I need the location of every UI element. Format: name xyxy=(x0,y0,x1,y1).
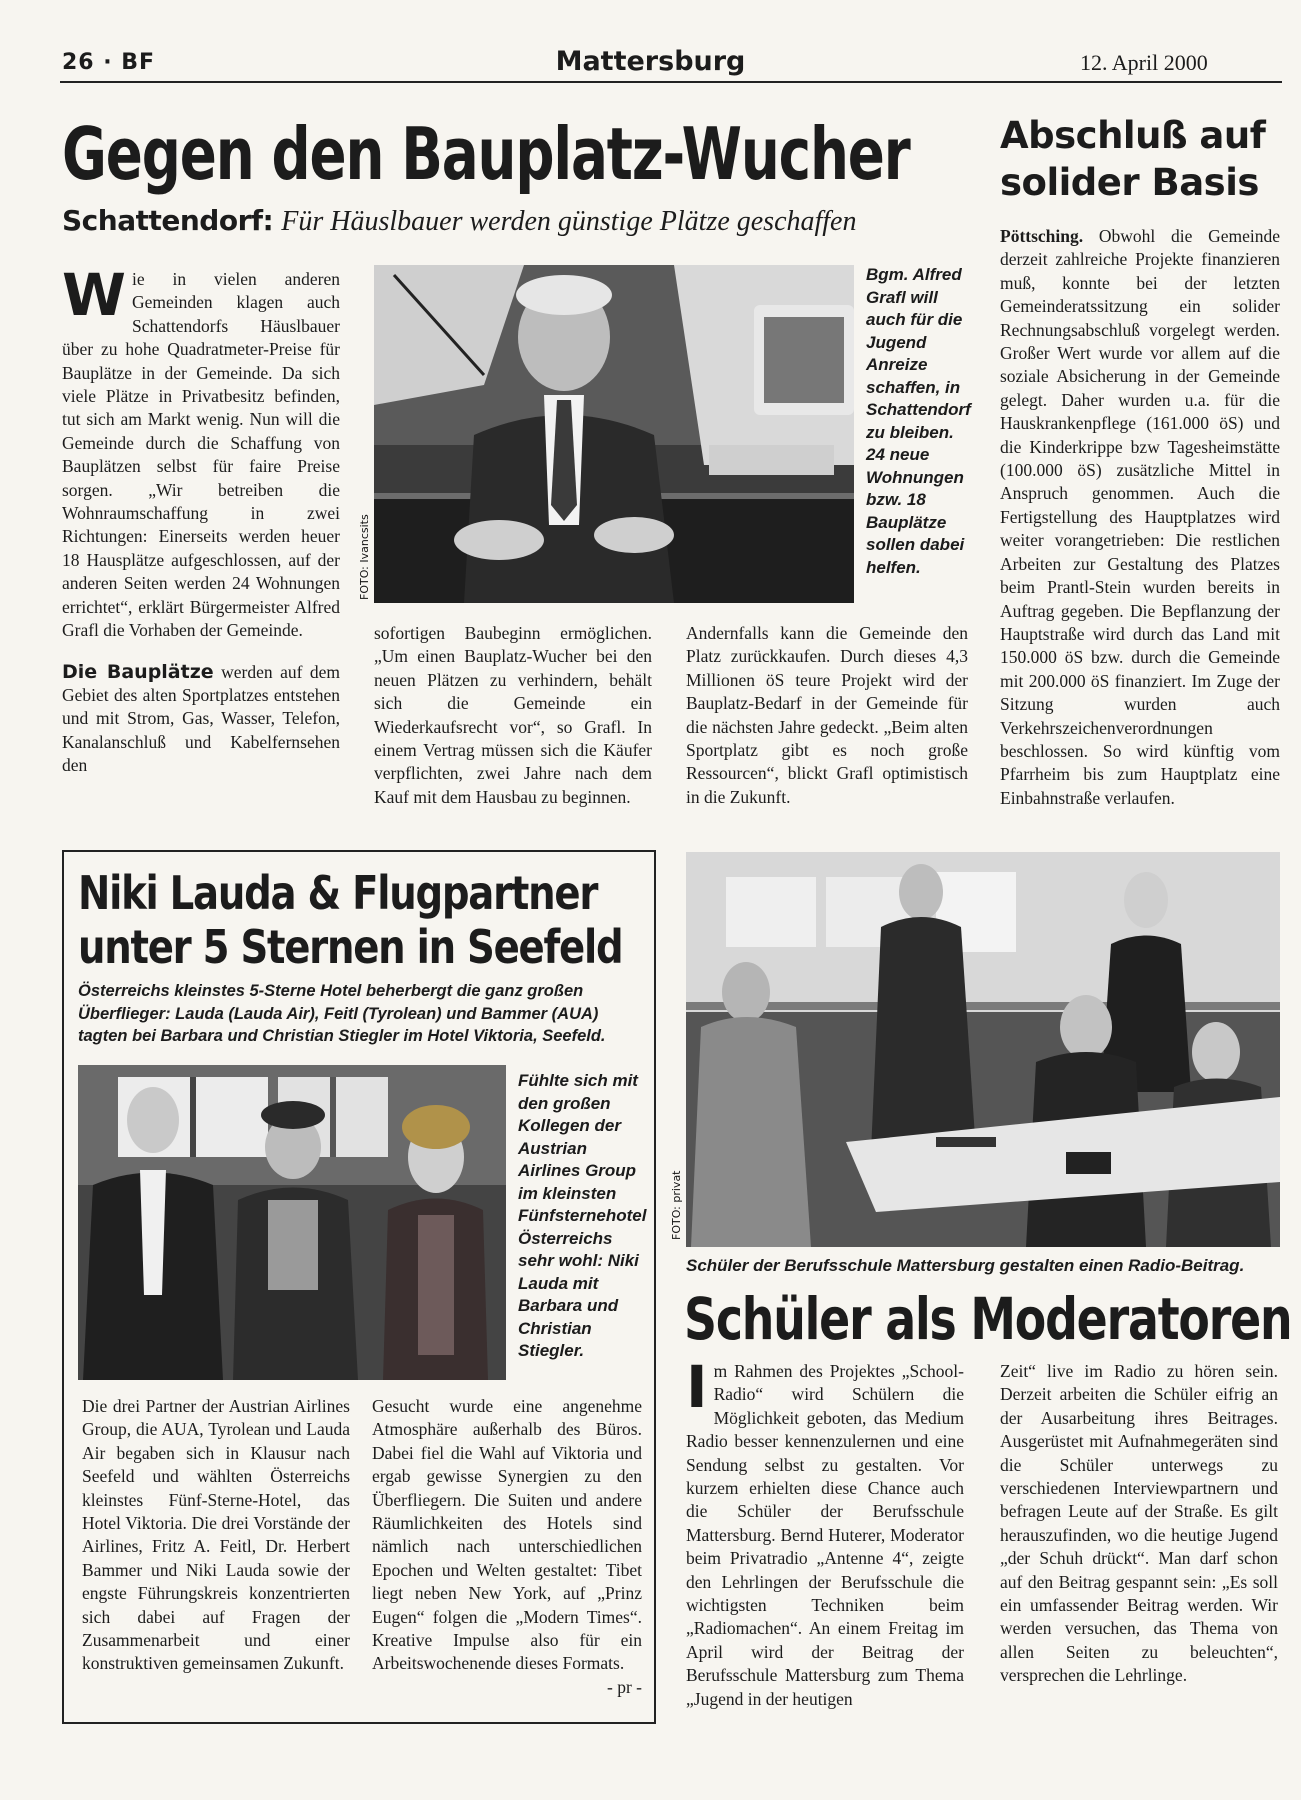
article2-headline xyxy=(1000,112,1265,206)
article1-paragraph-2: werden auf dem Gebiet des alten Sportplatzes entstehen und mit Strom, Gas, Wasser, Telefon, Kanalanschluß und Kabelfernsehen den xyxy=(62,661,340,776)
article1-column-1 xyxy=(62,261,340,778)
article1-photo xyxy=(374,265,854,603)
article1-photo-credit: FOTO: Ivancsits xyxy=(358,514,371,600)
header-rule xyxy=(60,81,1282,83)
article1-column-3: Andernfalls kann die Gemeinde den Platz zurückkaufen. Durch dieses 4,3 Millionen öS teure Projekt wird der Bauplatz-Bedarf in der Gemeinde für die nächsten Jahre gedeckt. „Beim alten Sportplatz gibt es noch große Ressourcen“, blickt Grafl optimistisch in die Zukunft. xyxy=(686,623,968,807)
article2-body xyxy=(1000,225,1280,810)
article3-photo-caption: Fühlte sich mit den großen Kollegen der Austrian Airlines Group im kleinsten Fünfsternehotel Österreichs sehr wohl: Niki Lauda mit Barbara und Christian Stiegler. xyxy=(518,1071,647,1360)
classroom-illustration xyxy=(686,852,1280,1247)
article1-headline: Gegen den Bauplatz-Wucher xyxy=(62,112,910,196)
article4-photo-credit: FOTO: privat xyxy=(670,1170,683,1240)
article2-text: Obwohl die Gemeinde derzeit zahlreiche Projekte finanzieren muß, konnte bei der letzten Gemeinderatssitzung ein solider Rechnungsabschluß vorgelegt werden. Großer Wert wurde vor allem auf die soziale Absicherung in der Gemeinde gelegt. Daher wurden u.a. für die Hauskrankenpflege (161.000 öS) und die Kinderkrippe bzw Tagesheimstätte (100.000 öS) zusätzliche Mittel in Anspruch genommen. Auch die Fertigstellung des Hauptplatzes wird weiter vorangetrieben: Die restlichen Arbeiten zur Gestaltung des Platzes beim Prantl-Stein wurden bereits in Auftrag gegeben. Die Bepflanzung der Hauptstraße wird durch das Land mit 150.000 öS bzw. durch die Gemeinde mit 200.000 öS finanziert. Im Zuge der Sitzung wurden auch Verkehrszeichenverordnungen beschlossen. So wird künftig vom Pfarrheim bis zum Hauptplatz eine Einbahnstraße verlaufen. xyxy=(1000,226,1280,808)
article1-subhead xyxy=(62,204,856,238)
article1-column-2: sofortigen Baubeginn ermöglichen. „Um einen Bauplatz-Wucher bei den neuen Plätzen zu verhindern, behält sich die Gemeinde ein Wiederkaufsrecht vor“, so Grafl. In einem Vertrag müssen sich die Käufer verpflichten, zwei Jahre nach dem Kauf mit dem Hausbau zu beginnen. xyxy=(374,623,652,807)
article3-headline-line1: Niki Lauda & Flugpartner xyxy=(78,866,598,920)
mayor-office-illustration xyxy=(374,265,854,603)
article1-kicker: Schattendorf: xyxy=(62,204,274,237)
article4-dropcap: I xyxy=(686,1353,708,1421)
lauda-group-illustration xyxy=(78,1065,506,1380)
article1-photo-caption: Bgm. Alfred Grafl will auch für die Jugend Anreize schaffen, in Schattendorf zu bleiben. 24 neue Wohnungen bzw. 18 Bauplätze sollen dabei helfen. xyxy=(866,265,971,577)
article4-column-1 xyxy=(686,1353,964,1711)
article4-column-2: Zeit“ live im Radio zu hören sein. Derzeit arbeiten die Schüler eifrig an der Ausarbeitung ihres Beitrages. Ausgerüstet mit Aufnahmegeräten sind die Schüler unterwegs zu verschiedenen Interviewpartnern und befragen Leute auf der Straße. Es gilt herauszufinden, wo die heutige Jugend „der Schuh drückt“. Man darf schon auf den Beitrag gespannt sein: „Es soll ein umfassender Beitrag werden. Wir werden versuchen, das Thema von allen Seiten zu beleuchten“, versprechen die Lehrlinge. xyxy=(1000,1361,1278,1686)
article4-headline: Schüler als Moderatoren xyxy=(684,1285,1292,1353)
article3-intro: Österreichs kleinstes 5-Sterne Hotel beherbergt die ganz großen Überflieger: Lauda (Lauda Air), Feitl (Tyrolean) und Bammer (AUA) tagten bei Barbara und Christian Stiegler im Hotel Viktoria, Seefeld. xyxy=(78,982,606,1045)
article2-headline-line1: Abschluß auf xyxy=(1000,114,1266,157)
article3-column-2 xyxy=(372,1395,642,1699)
article2-kicker: Pöttsching. xyxy=(1000,226,1084,246)
article3-headline xyxy=(78,866,622,974)
page-number: 26 · BF xyxy=(62,50,156,75)
issue-date: 12. April 2000 xyxy=(1080,50,1208,75)
article1-paragraph-1: ie in vielen anderen Gemeinden klagen auch Schattendorfs Häuslbauer über zu hohe Quadratmeter-Preise für Bauplätze in der Gemeinde. Da sich viele Plätze in Privatbesitz befinden, tut sich am Markt wenig. Nun will die Gemeinde durch die Schaffung von Bauplätzen selbst für faire Preise sorgen. „Wir betreiben die Wohnraumschaffung in zwei Richtungen: Einerseits werden heuer 18 Hausplätze aufgeschlossen, auf der anderen Seiten werden 24 Wohnungen errichtet“, erklärt Bürgermeister Alfred Grafl die Vorhaben der Gemeinde. xyxy=(62,269,340,641)
article4-photo-caption: Schüler der Berufsschule Mattersburg gestalten einen Radio-Beitrag. xyxy=(686,1256,1245,1275)
section-title: Mattersburg xyxy=(555,46,746,77)
article4-photo xyxy=(686,852,1280,1247)
article3-headline-line2: unter 5 Sternen in Seefeld xyxy=(78,920,623,974)
article3-column-1: Die drei Partner der Austrian Airlines Group, die AUA, Tyrolean und Lauda Air begaben sich in Klausur nach Seefeld und wählten Österreichs kleinstes Fünf-Sterne-Hotel, das Hotel Viktoria. Die drei Vorstände der Airlines, Fritz A. Feitl, Dr. Herbert Bammer und Niki Lauda sowie der engste Führungskreis konzentrierten sich dabei auf Fragen der Zusammenarbeit und einer konstruktiven gemeinsamen Zukunft. xyxy=(82,1396,350,1674)
article3-signature: - pr - xyxy=(607,1676,642,1697)
article1-subhead-text: Für Häuslbauer werden günstige Plätze geschaffen xyxy=(281,206,857,237)
article2-headline-line2: solider Basis xyxy=(1000,161,1259,204)
article3-photo xyxy=(78,1065,506,1380)
article1-section-kicker: Die Bauplätze xyxy=(62,660,214,683)
article4-column-1-text: m Rahmen des Projektes „School-Radio“ wird Schülern die Möglichkeit geboten, das Medium Radio besser kennenzulernen und eine Sendung selbst zu gestalten. Vor kurzem erhielten diese Chance auch die Schüler der Berufsschule Mattersburg. Bernd Huterer, Moderator beim Privatradio „Antenne 4“, zeigte den Lehrlingen der Berufsschule die wichtigsten Techniken beim „Radiomachen“. An einem Freitag im April wird der Beitrag der Berufsschule Mattersburg zum Thema „Jugend in der heutigen xyxy=(686,1361,964,1709)
article1-dropcap: W xyxy=(62,261,126,329)
article3-column-2-text: Gesucht wurde eine angenehme Atmosphäre außerhalb des Büros. Dabei fiel die Wahl auf Viktoria und ergab gewisse Synergien zu den Überfliegern. Die Suiten und andere Räumlichkeiten des Hotels sind nämlich nach unterschiedlichen Epochen und Welten gestaltet: Tibet liegt neben New York, auf „Prinz Eugen“ folgen die „Modern Times“. Kreative Impulse also für ein Arbeitswochenende dieses Formats. xyxy=(372,1396,642,1674)
